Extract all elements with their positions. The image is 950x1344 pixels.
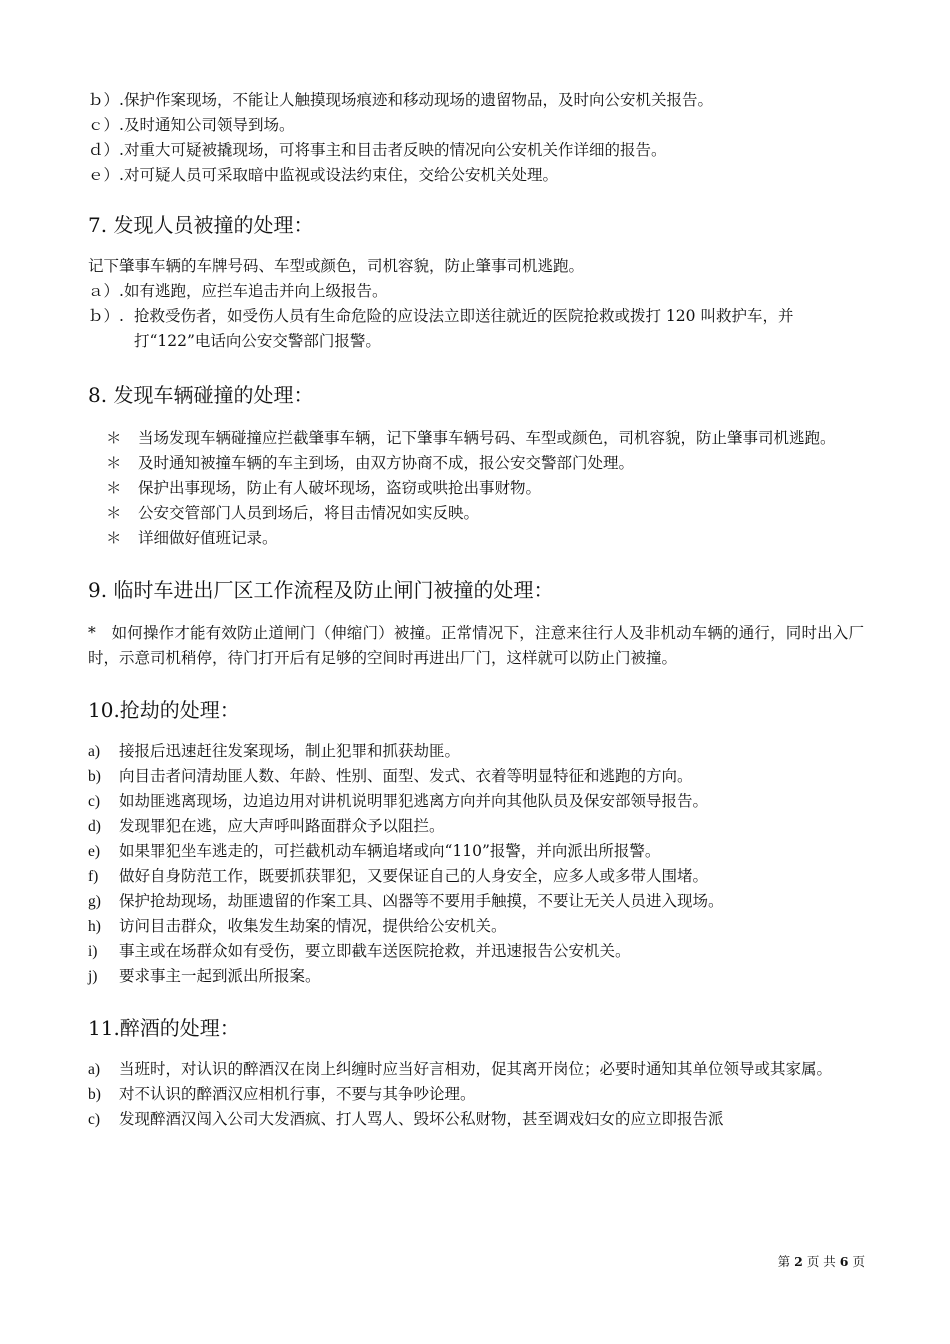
section7-intro: 记下肇事车辆的车牌号码、车型或颜色，司机容貌，防止肇事司机逃跑。: [88, 257, 585, 275]
current-page-number: 2: [794, 1254, 803, 1269]
bullet-item: ＊ 当场发现车辆碰撞应拦截肇事车辆，记下肇事车辆号码、车型或颜色，司机容貌，防止肇事司机逃跑。: [88, 426, 864, 451]
list-item: ｅ）.对可疑人员可采取暗中监视或设法约束住，交给公安机关处理。: [88, 166, 558, 184]
list-item: j) 要求事主一起到派出所报案。: [88, 966, 321, 985]
section-heading-11: 11.醉酒的处理：: [88, 1015, 240, 1040]
robbery-list: [88, 739, 864, 989]
section-heading-8: 8. 发现车辆碰撞的处理：: [88, 383, 314, 407]
list-item: a) 当班时，对认识的醉酒汉在岗上纠缠时应当好言相劝，促其离开岗位；必要时通知其单位领导或其家属。: [88, 1059, 833, 1078]
page-footer: 第 2 页 共 6 页: [777, 1254, 865, 1269]
list-item: ａ）.如有逃跑，应拦车追击并向上级报告。: [88, 282, 388, 300]
list-item: b) 向目击者问清劫匪人数、年龄、性别、面型、发式、衣着等明显特征和逃跑的方向。: [88, 766, 693, 785]
drunk-list: [88, 1057, 864, 1132]
bullet-item: ＊ 及时通知被撞车辆的车主到场，由双方协商不成，报公安交警部门处理。: [88, 451, 864, 476]
total-page-count: 6: [839, 1254, 849, 1269]
section-heading-10: 10.抢劫的处理：: [88, 697, 240, 722]
list-item: e) 如果罪犯坐车逃走的，可拦截机动车辆追堵或向“110”报警，并向派出所报警。: [88, 841, 661, 860]
asterisk-icon: ＊: [106, 479, 122, 497]
list-item: ｂ）.保护作案现场，不能让人触摸现场痕迹和移动现场的遗留物品，及时向公安机关报告。: [88, 91, 713, 109]
bullet-item: ＊ 公安交管部门人员到场后，将目击情况如实反映。: [88, 501, 864, 526]
list-item: b) 对不认识的醉酒汉应相机行事，不要与其争吵论理。: [88, 1084, 476, 1103]
section9-paragraph: * 如何操作才能有效防止道闸门（伸缩门）被撞。正常情况下，注意来往行人及非机动车辆的通行，同时出入厂时，示意司机稍停，待门打开后有足够的空间时再进出厂门，这样就可以防止门被撞。: [88, 623, 864, 667]
list-item: f) 做好自身防范工作，既要抓获罪犯，又要保证自己的人身安全，应多人或多带人围堵。: [88, 866, 709, 885]
section-heading-7: 7. 发现人员被撞的处理：: [88, 213, 314, 237]
list-item: c) 发现醉酒汉闯入公司大发酒疯、打人骂人、毁坏公私财物，甚至调戏妇女的应立即报告派: [88, 1109, 724, 1128]
list-item: ｂ）. 抢救受伤者，如受伤人员有生命危险的应设法立即送往就近的医院抢救或拨打 120 叫救护车，并打“122”电话向公安交警部门报警。: [88, 307, 794, 350]
list-item: a) 接报后迅速赶往发案现场，制止犯罪和抓获劫匪。: [88, 741, 461, 760]
bullet-list: [88, 426, 864, 551]
asterisk-icon: ＊: [106, 529, 122, 547]
bullet-item: ＊ 详细做好值班记录。: [88, 526, 864, 551]
list-item: h) 访问目击群众，收集发生劫案的情况，提供给公安机关。: [88, 916, 507, 935]
top-list: [88, 88, 864, 188]
list-item: g) 保护抢劫现场，劫匪遗留的作案工具、凶器等不要用手触摸，不要让无关人员进入现场。: [88, 891, 724, 910]
document-body: [88, 88, 864, 1132]
list-item: d) 发现罪犯在逃，应大声呼叫路面群众予以阻拦。: [88, 816, 445, 835]
list-item: c) 如劫匪逃离现场，边追边用对讲机说明罪犯逃离方向并向其他队员及保安部领导报告。: [88, 791, 709, 810]
asterisk-icon: ＊: [106, 429, 122, 447]
bullet-item: ＊ 保护出事现场，防止有人破坏现场，盗窃或哄抢出事财物。: [88, 476, 864, 501]
asterisk-icon: ＊: [106, 504, 122, 522]
list-item: ｄ）.对重大可疑被撬现场，可将事主和目击者反映的情况向公安机关作详细的报告。: [88, 141, 667, 159]
asterisk-icon: ＊: [106, 454, 122, 472]
list-item: ｃ）.及时通知公司领导到场。: [88, 116, 295, 134]
list-item: i) 事主或在场群众如有受伤，要立即截车送医院抢救，并迅速报告公安机关。: [88, 941, 631, 960]
section-heading-9: 9. 临时车进出厂区工作流程及防止闸门被撞的处理：: [88, 578, 554, 602]
